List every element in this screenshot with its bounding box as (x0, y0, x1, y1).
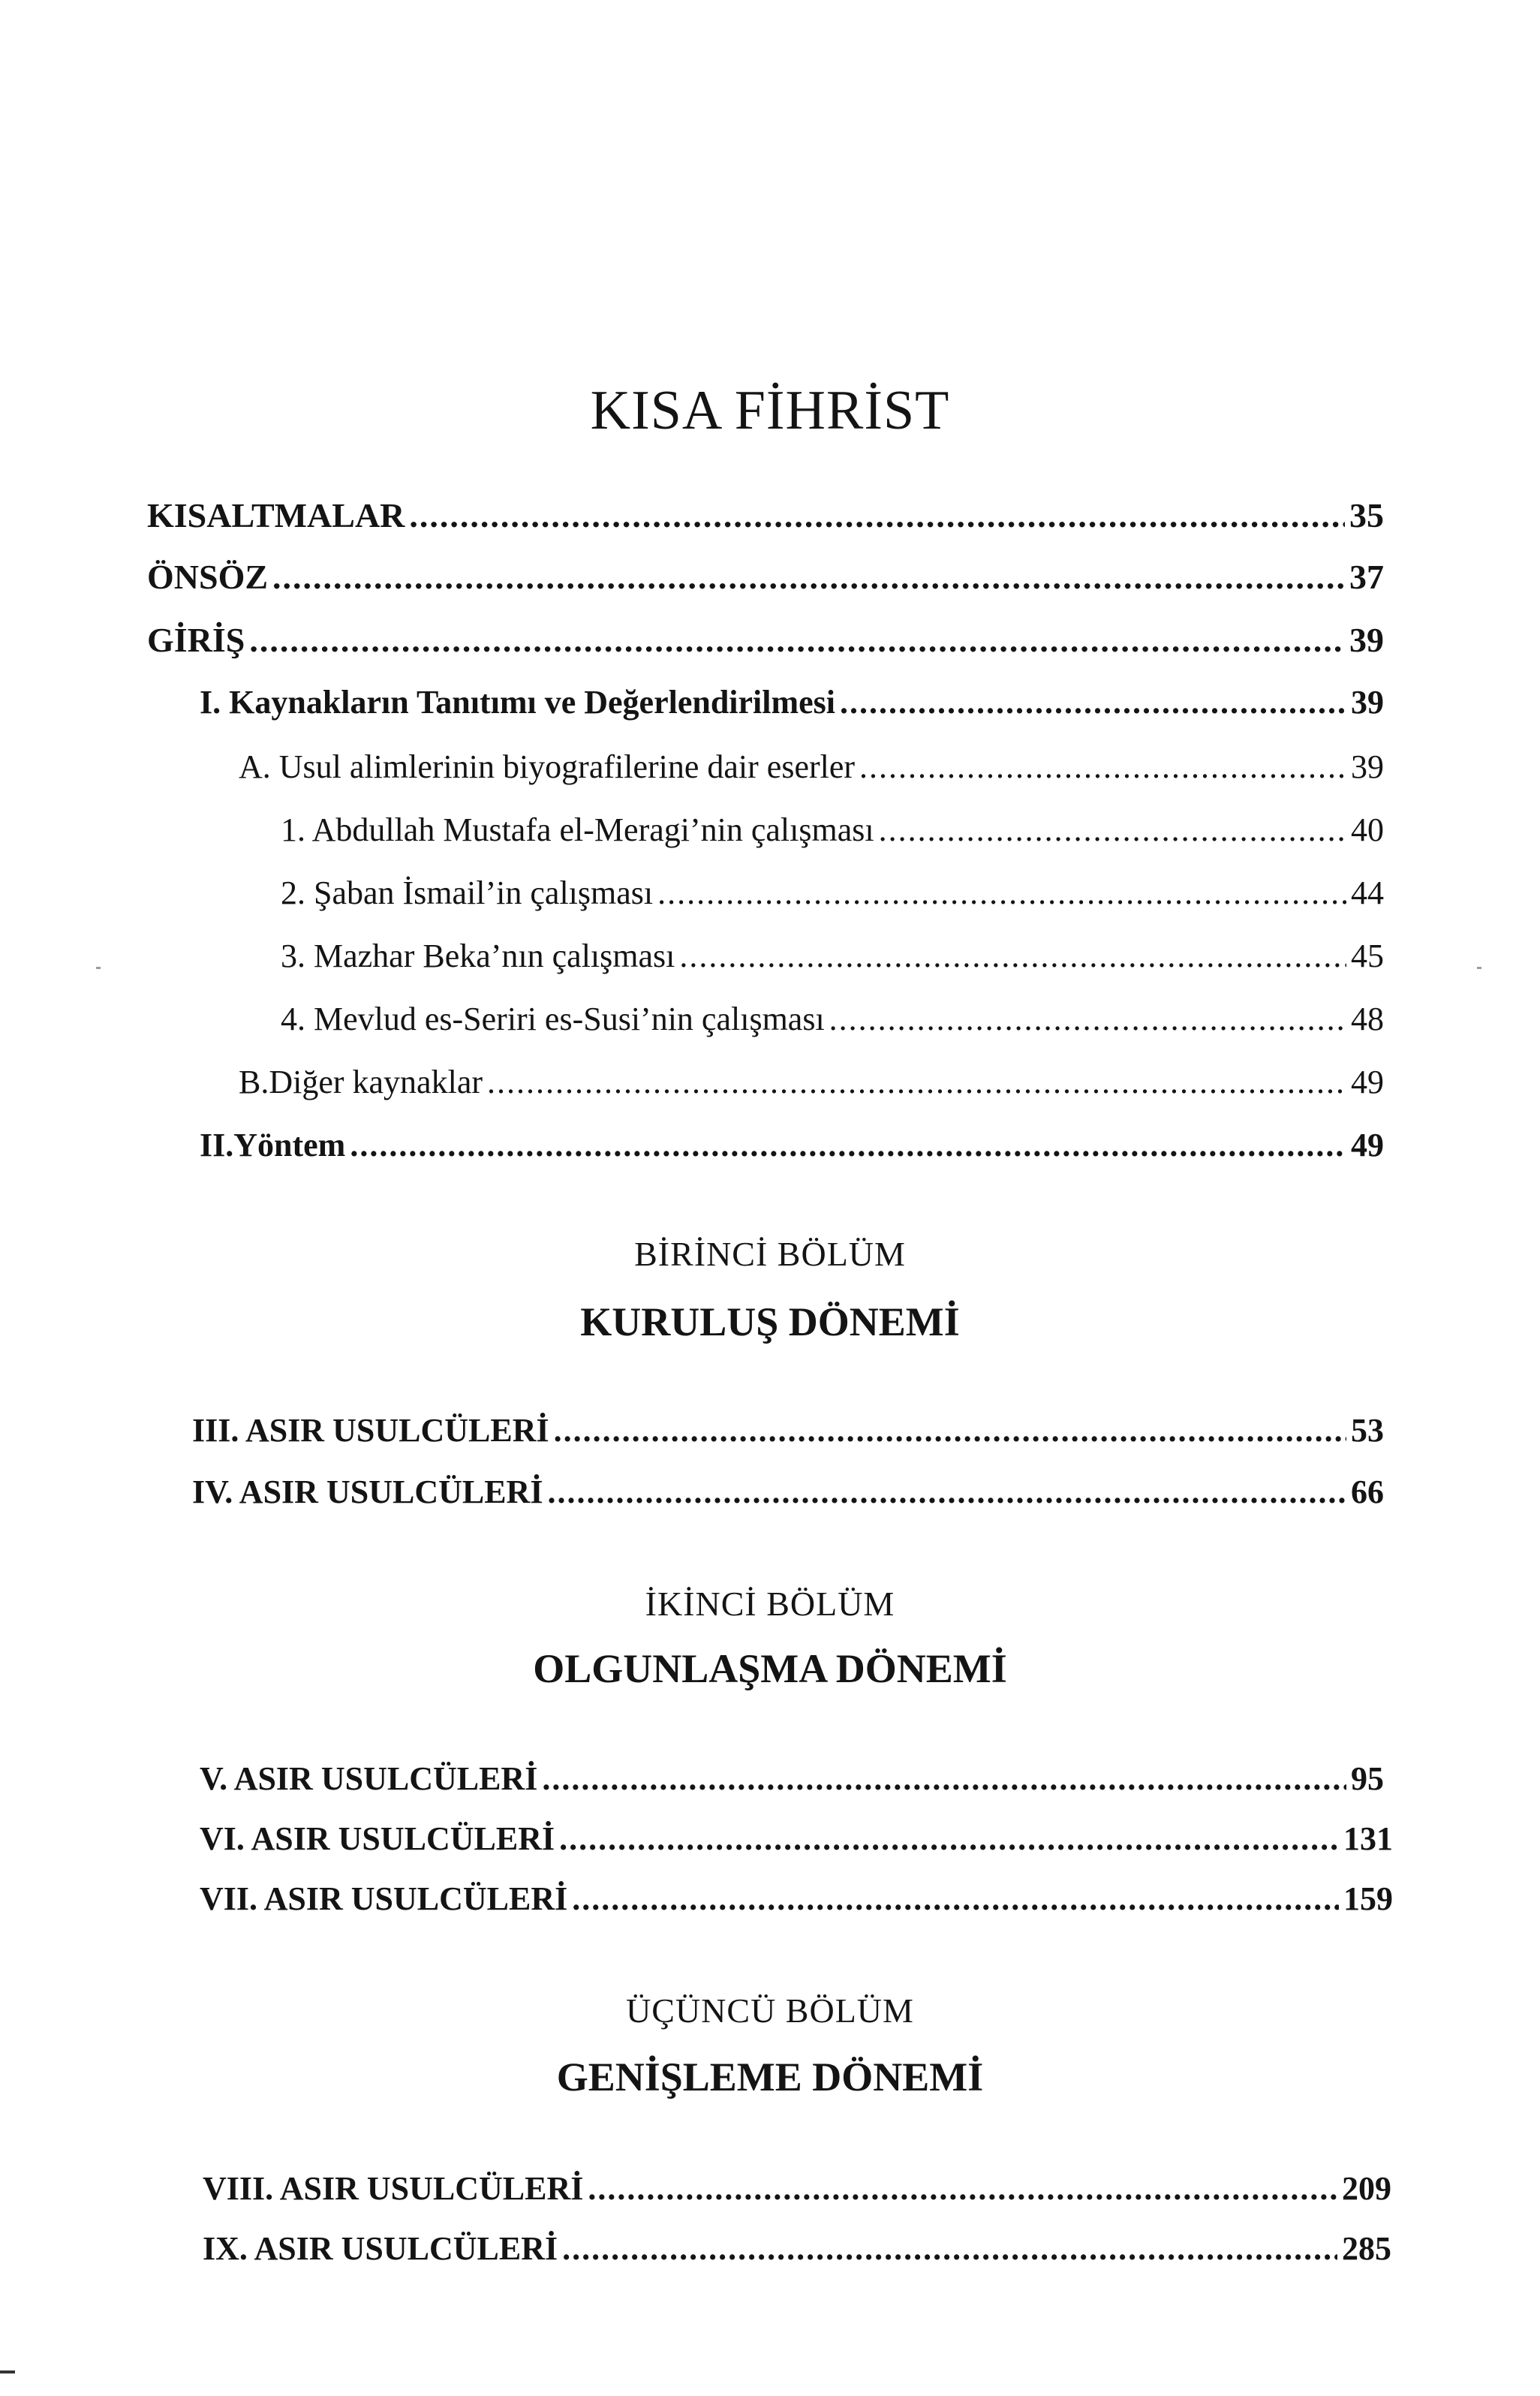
toc-entry-page: 66 (1351, 1473, 1384, 1510)
toc-entry-page: 39 (1351, 748, 1384, 785)
toc-entry-meragi (281, 811, 1384, 849)
toc-entry-label: VIII. ASIR USULCÜLERİ (203, 2170, 584, 2207)
toc-entry-asir-9 (203, 2229, 1391, 2268)
page-title: KISA FİHRİST (590, 380, 950, 441)
toc-entry-label: VI. ASIR USULCÜLERİ (200, 1820, 555, 1857)
dot-leader (542, 1759, 1346, 1798)
toc-entry-page: 49 (1351, 1064, 1384, 1100)
toc-entry-yontem (200, 1126, 1384, 1164)
toc-entry-saban-ismail (281, 874, 1384, 912)
toc-entry-label: A. Usul alimlerinin biyografilerine dair eserler (239, 748, 856, 785)
dot-leader (657, 874, 1346, 912)
toc-entry-page: 40 (1351, 811, 1384, 848)
scan-artifact (1477, 967, 1481, 969)
toc-entry-label: ÖNSÖZ (147, 558, 269, 596)
toc-entry-page: 48 (1351, 1001, 1384, 1037)
toc-entry-asir-3 (192, 1411, 1384, 1449)
toc-entry-page: 209 (1342, 2170, 1391, 2207)
toc-entry-asir-5 (200, 1759, 1384, 1798)
toc-entry-label: B.Diğer kaynaklar (239, 1064, 483, 1100)
dot-leader (588, 2169, 1337, 2208)
toc-entry-page: 35 (1349, 496, 1384, 534)
toc-entry-label: 1. Abdullah Mustafa el-Meragi’nin çalışması (281, 811, 874, 848)
dot-leader (859, 748, 1346, 786)
toc-entry-label: V. ASIR USULCÜLERİ (200, 1760, 538, 1797)
section-title: OLGUNLAŞMA DÖNEMİ (533, 1646, 1007, 1691)
toc-entry-page: 37 (1349, 558, 1384, 596)
dot-leader (249, 620, 1345, 660)
scan-artifact (0, 2370, 15, 2373)
toc-entry-kaynaklar (200, 683, 1384, 721)
toc-entry-label: II.Yöntem (200, 1127, 346, 1163)
section-part-label: ÜÇÜNCÜ BÖLÜM (626, 1991, 914, 2030)
dot-leader (572, 1880, 1339, 1918)
dot-leader (350, 1126, 1346, 1164)
toc-entry-mevlud (281, 1000, 1384, 1038)
toc-entry-label: 3. Mazhar Beka’nın çalışması (281, 938, 675, 974)
dot-leader (272, 557, 1345, 597)
toc-entry-asir-7 (200, 1880, 1393, 1918)
toc-entry-label: IX. ASIR USULCÜLERİ (203, 2230, 558, 2267)
scan-artifact (96, 967, 101, 969)
dot-leader (487, 1063, 1346, 1101)
toc-entry-page: 95 (1351, 1760, 1384, 1797)
toc-entry-giris (147, 620, 1384, 660)
toc-entry-page: 39 (1351, 684, 1384, 721)
dot-leader (879, 811, 1346, 849)
toc-entry-page: 159 (1343, 1880, 1393, 1917)
toc-entry-label: 2. Şaban İsmail’in çalışması (281, 874, 654, 911)
toc-entry-asir-4 (192, 1473, 1384, 1511)
dot-leader (679, 937, 1346, 975)
section-title: GENİŞLEME DÖNEMİ (556, 2054, 984, 2100)
toc-entry-label: VII. ASIR USULCÜLERİ (200, 1880, 568, 1917)
toc-entry-label: 4. Mevlud es-Seriri es-Susi’nin çalışması (281, 1001, 825, 1037)
toc-entry-label: III. ASIR USULCÜLERİ (192, 1412, 549, 1449)
dot-leader (559, 1820, 1339, 1858)
toc-entry-label: KISALTMALAR (147, 496, 405, 534)
toc-entry-mazhar-beka (281, 937, 1384, 975)
toc-entry-page: 131 (1343, 1820, 1393, 1857)
dot-leader (547, 1473, 1346, 1511)
toc-entry-page: 39 (1349, 621, 1384, 659)
dot-leader (840, 683, 1346, 721)
dot-leader (829, 1000, 1346, 1038)
toc-entry-kisaltmalar (147, 495, 1384, 535)
toc-entry-page: 44 (1351, 874, 1384, 911)
toc-entry-asir-8 (203, 2169, 1391, 2208)
toc-entry-label: IV. ASIR USULCÜLERİ (192, 1473, 543, 1510)
dot-leader (409, 495, 1345, 535)
toc-entry-label: I. Kaynakların Tanıtımı ve Değerlendirilmesi (200, 684, 836, 721)
toc-entry-diger-kaynaklar (239, 1063, 1384, 1101)
toc-entry-page: 49 (1351, 1127, 1384, 1163)
toc-entry-page: 53 (1351, 1412, 1384, 1449)
dot-leader (554, 1411, 1346, 1449)
toc-entry-page: 45 (1351, 938, 1384, 974)
section-part-label: İKİNCİ BÖLÜM (645, 1585, 895, 1623)
toc-entry-onsoz (147, 557, 1384, 597)
toc-entry-asir-6 (200, 1820, 1393, 1858)
toc-entry-usul-alimleri (239, 748, 1384, 786)
toc-entry-page: 285 (1342, 2230, 1391, 2267)
toc-entry-label: GİRİŞ (147, 621, 245, 659)
section-part-label: BİRİNCİ BÖLÜM (634, 1235, 906, 1273)
dot-leader (562, 2229, 1337, 2268)
section-title: KURULUŞ DÖNEMİ (580, 1299, 960, 1344)
